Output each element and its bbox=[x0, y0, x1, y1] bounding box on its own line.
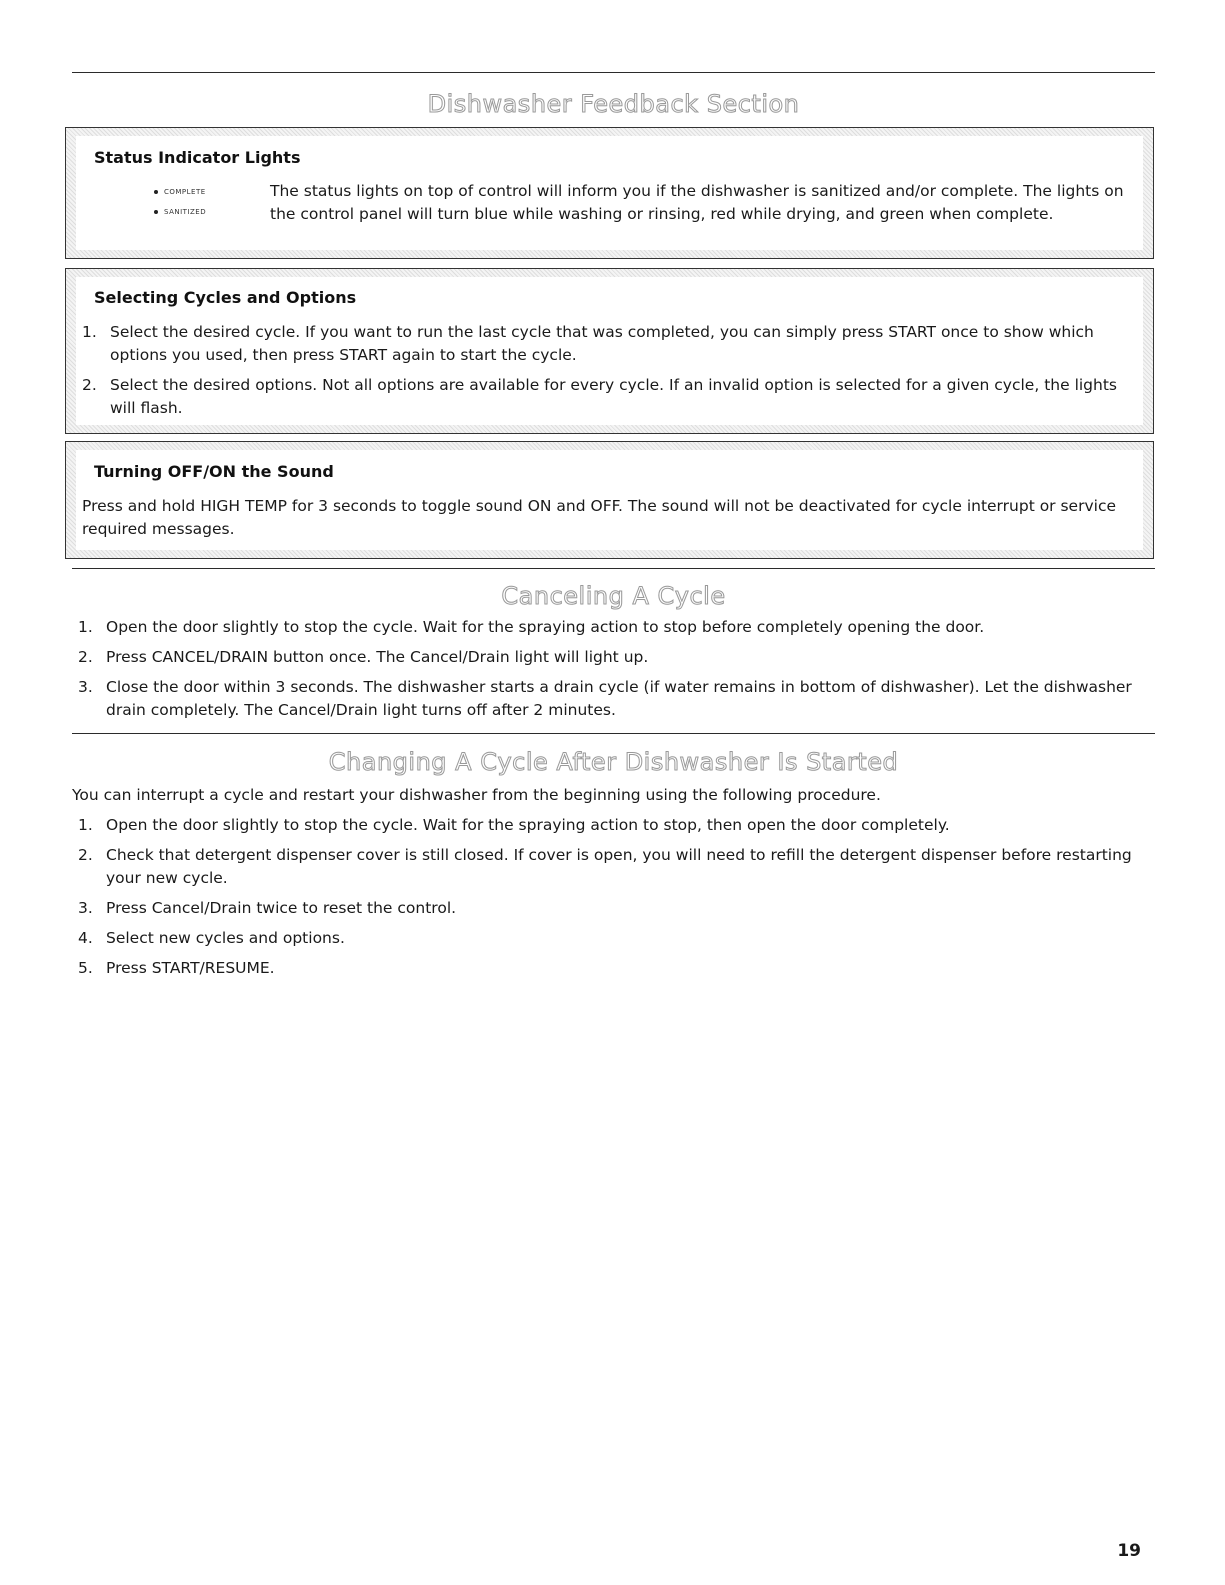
sound-toggle-heading: Turning OFF/ON the Sound bbox=[94, 462, 334, 481]
status-indicator-heading: Status Indicator Lights bbox=[94, 148, 301, 167]
top-rule bbox=[72, 72, 1155, 73]
list-item-text: Select new cycles and options. bbox=[106, 929, 345, 947]
list-item-number: 5. bbox=[78, 959, 93, 977]
list-item-text: Press CANCEL/DRAIN button once. The Cancel/Drain light will light up. bbox=[106, 648, 649, 666]
indicator-lights-graphic bbox=[154, 185, 206, 219]
selecting-cycles-panel bbox=[76, 277, 1143, 425]
list-item bbox=[76, 374, 1121, 420]
list-item-text: Select the desired cycle. If you want to run the last cycle that was completed, you can simply press START once to show which options you used, then press START again to start the cycle. bbox=[110, 323, 1094, 364]
sound-toggle-text: Press and hold HIGH TEMP for 3 seconds to toggle sound ON and OFF. The sound will not be deactivated for cycle interrupt or service required messages. bbox=[82, 497, 1117, 538]
list-item-number: 3. bbox=[78, 678, 93, 696]
selecting-cycles-list bbox=[76, 321, 1121, 427]
changing-steps-list bbox=[72, 814, 1155, 987]
list-item bbox=[72, 814, 1155, 837]
list-item-text: Select the desired options. Not all options are available for every cycle. If an invalid option is selected for a given cycle, the lights will flash. bbox=[110, 376, 1117, 417]
status-indicator-panel bbox=[76, 136, 1143, 250]
list-item bbox=[72, 676, 1155, 722]
indicator-dot-icon bbox=[154, 210, 158, 214]
list-item bbox=[72, 646, 1155, 669]
canceling-rule bbox=[72, 568, 1155, 569]
list-item bbox=[76, 321, 1121, 367]
canceling-steps-list bbox=[72, 616, 1155, 729]
list-item-number: 1. bbox=[82, 323, 97, 341]
list-item-text: Press START/RESUME. bbox=[106, 959, 275, 977]
page-number: 19 bbox=[1117, 1541, 1141, 1561]
list-item-text: Check that detergent dispenser cover is still closed. If cover is open, you will need to refill the detergent dispenser before restarting your new cycle. bbox=[106, 846, 1132, 887]
list-item-number: 2. bbox=[78, 846, 93, 864]
indicator-complete bbox=[154, 185, 206, 199]
changing-intro: You can interrupt a cycle and restart your dishwasher from the beginning using the following procedure. bbox=[72, 786, 881, 804]
selecting-cycles-heading: Selecting Cycles and Options bbox=[94, 288, 357, 307]
list-item-number: 2. bbox=[78, 648, 93, 666]
list-item bbox=[72, 616, 1155, 639]
list-item-text: Open the door slightly to stop the cycle. Wait for the spraying action to stop, then open the door completely. bbox=[106, 816, 950, 834]
indicator-sanitized bbox=[154, 205, 206, 219]
indicator-dot-icon bbox=[154, 190, 158, 194]
list-item-text: Press Cancel/Drain twice to reset the control. bbox=[106, 899, 457, 917]
sound-toggle-box bbox=[65, 441, 1154, 559]
selecting-cycles-box bbox=[65, 268, 1154, 434]
list-item bbox=[72, 957, 1155, 980]
sound-toggle-panel bbox=[76, 450, 1143, 550]
list-item bbox=[72, 927, 1155, 950]
canceling-section-title: Canceling A Cycle bbox=[501, 582, 726, 610]
changing-rule bbox=[72, 733, 1155, 734]
list-item-number: 2. bbox=[82, 376, 97, 394]
status-indicator-text: The status lights on top of control will inform you if the dishwasher is sanitized and/or complete. The lights on the control panel will turn blue while washing or rinsing, red while drying, and green when complete. bbox=[270, 182, 1124, 223]
indicator-complete-label: COMPLETE bbox=[164, 188, 206, 196]
list-item-text: Close the door within 3 seconds. The dishwasher starts a drain cycle (if water remains in bottom of dishwasher). Let the dishwasher drain completely. The Cancel/Drain light turns off after 2 minutes. bbox=[106, 678, 1132, 719]
list-item-number: 4. bbox=[78, 929, 93, 947]
list-item bbox=[72, 844, 1155, 890]
list-item-text: Open the door slightly to stop the cycle. Wait for the spraying action to stop before completely opening the door. bbox=[106, 618, 985, 636]
list-item-number: 1. bbox=[78, 816, 93, 834]
list-item-number: 3. bbox=[78, 899, 93, 917]
changing-section-title: Changing A Cycle After Dishwasher Is Started bbox=[328, 748, 899, 776]
indicator-sanitized-label: SANITIZED bbox=[164, 208, 207, 216]
list-item bbox=[72, 897, 1155, 920]
list-item-number: 1. bbox=[78, 618, 93, 636]
feedback-section-title: Dishwasher Feedback Section bbox=[427, 90, 800, 118]
status-indicator-box bbox=[65, 127, 1154, 259]
